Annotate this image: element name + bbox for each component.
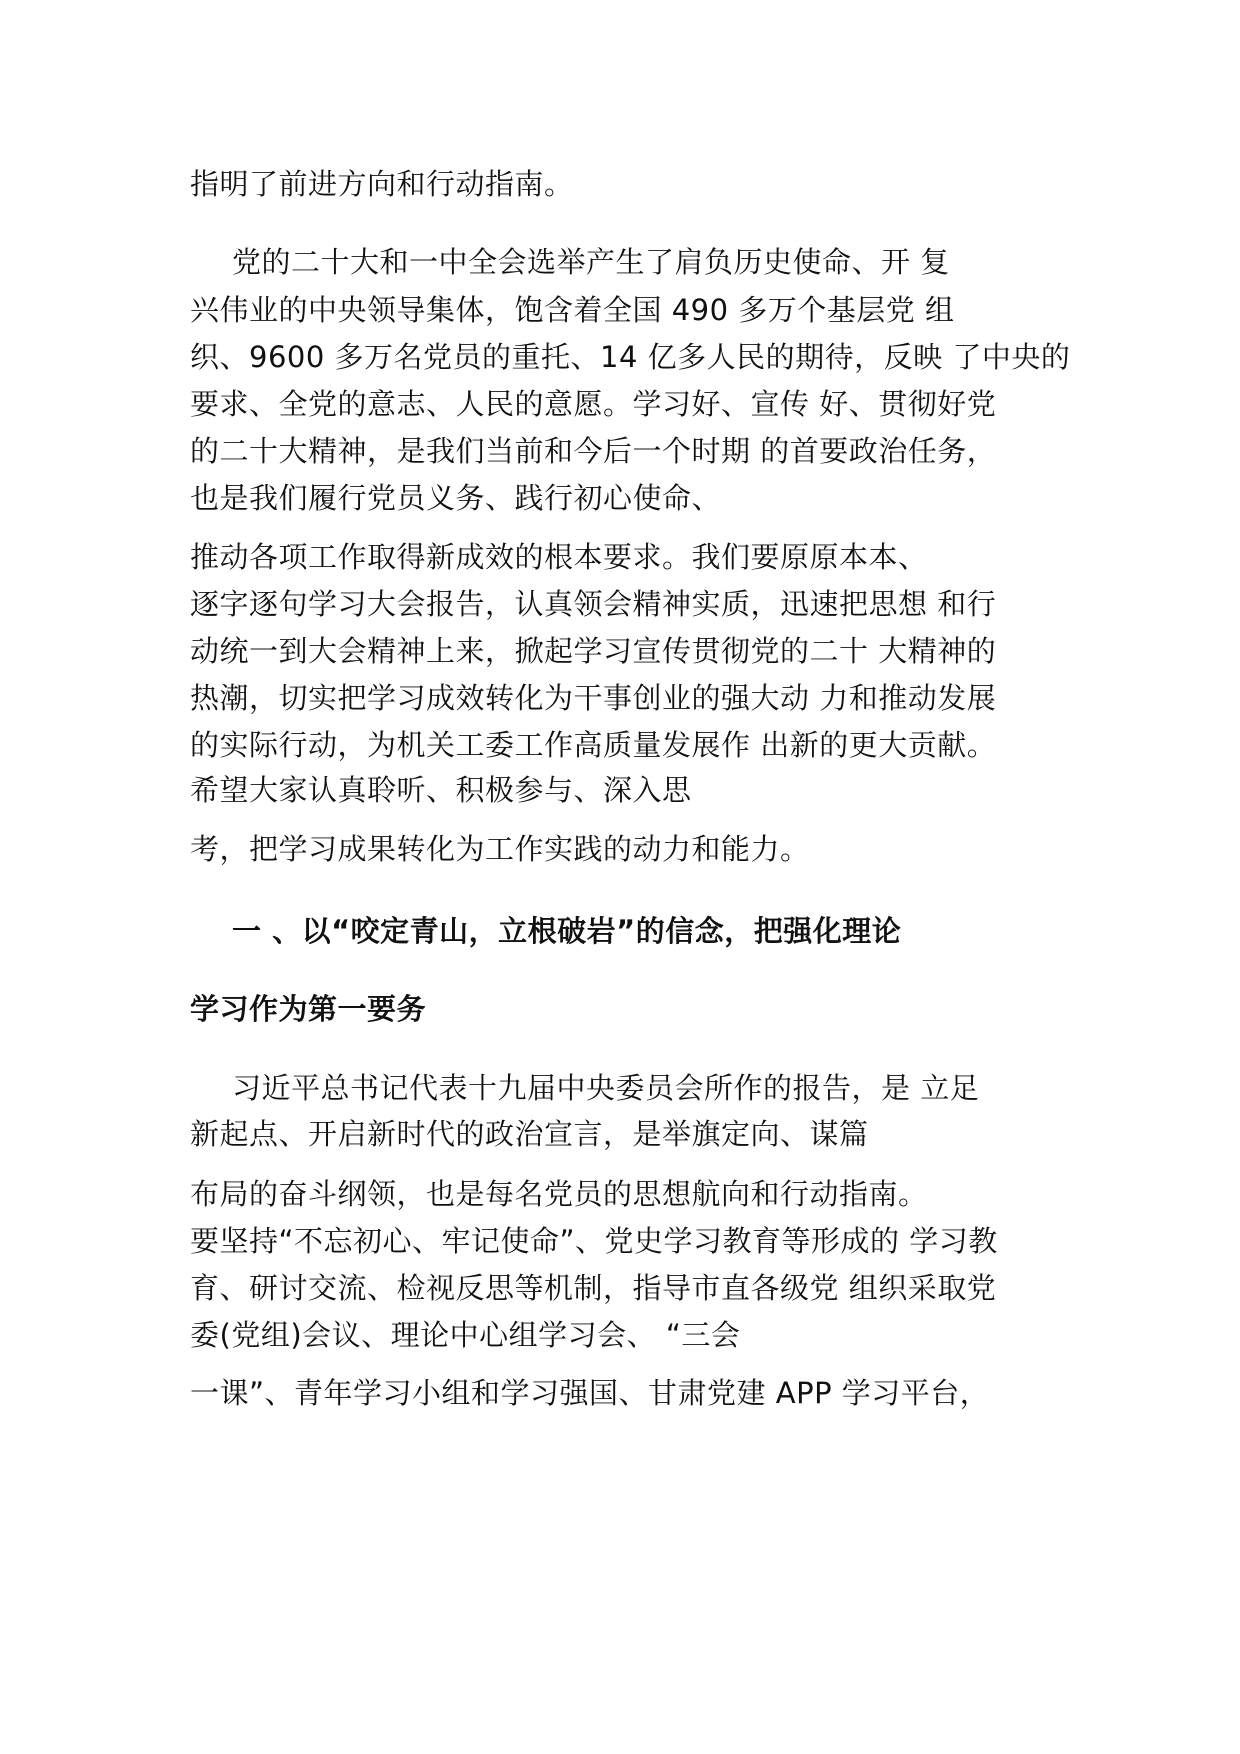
- paragraph-line: 热潮，切实把学习成效转化为干事创业的强大动 力和推动发展: [190, 681, 997, 715]
- paragraph-line: 指明了前进方向和行动指南。: [190, 167, 574, 201]
- paragraph-line: 推动各项工作取得新成效的根本要求。我们要原原本本、: [190, 540, 928, 574]
- paragraph-line: 育、研讨交流、检视反思等机制，指导市直各级党 组织采取党: [190, 1271, 997, 1305]
- paragraph-line: 习近平总书记代表十九届中央委员会所作的报告，是 立足: [232, 1071, 980, 1105]
- paragraph-line: 兴伟业的中央领导集体，饱含着全国 490 多万个基层党 组: [190, 293, 955, 327]
- paragraph-line: 布局的奋斗纲领，也是每名党员的思想航向和行动指南。: [190, 1177, 928, 1211]
- paragraph-line: 的实际行动，为机关工委工作高质量发展作 出新的更大贡献。: [190, 728, 997, 762]
- paragraph-line: 也是我们履行党员义务、践行初心使命、: [190, 481, 722, 515]
- paragraph-line: 织、9600 多万名党员的重托、14 亿多人民的期待，反映 了中央的: [190, 340, 1071, 374]
- paragraph-line: 党的二十大和一中全会选举产生了肩负历史使命、开 ￼复: [232, 245, 950, 279]
- paragraph-line: 委(党组)会议、理论中心组学习会、 “三会: [190, 1318, 741, 1352]
- paragraph-line: 动统一到大会精神上来，掀起学习宣传贯彻党的二十 大精神的: [190, 634, 997, 668]
- paragraph-line: 要坚持“不忘初心、牢记使命”、党史学习教育等形成的 学习教: [190, 1224, 998, 1258]
- paragraph-line: 要求、全党的意志、人民的意愿。学习好、宣传 好、贯彻好党: [190, 387, 997, 421]
- paragraph-line: 一课”、青年学习小组和学习强国、甘肃党建 APP 学习平台，: [190, 1376, 990, 1410]
- section-heading: 学习作为第一要务: [190, 992, 427, 1026]
- paragraph-line: 考，把学习成果转化为工作实践的动力和能力。: [190, 832, 810, 866]
- paragraph-line: 新起点、开启新时代的政治宣言，是举旗定向、谋篇: [190, 1117, 869, 1151]
- paragraph-line: 希望大家认真聆听、积极参与、深入思: [190, 773, 692, 807]
- section-heading: 一 、以“咬定青山，立根破岩”的信念，把强化理论: [232, 914, 902, 948]
- paragraph-line: 的二十大精神，是我们当前和今后一个时期 的首要政治任务，: [190, 434, 997, 468]
- paragraph-line: 逐字逐句学习大会报告，认真领会精神实质，迅速把思想 和行: [190, 587, 997, 621]
